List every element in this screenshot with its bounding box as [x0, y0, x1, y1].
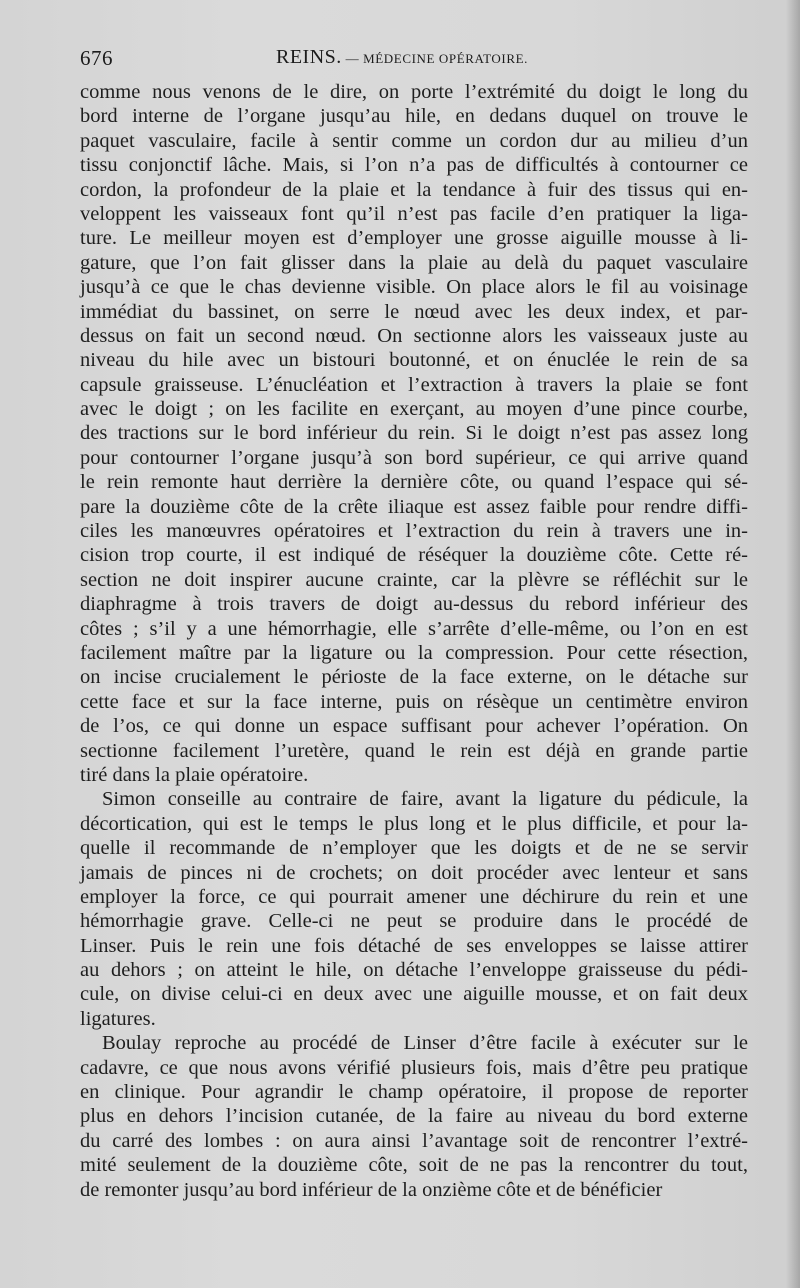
text-line: de l’os, ce qui donne un espace suffisant pour achever l’opération. On: [80, 715, 748, 738]
text-line: jamais de pinces ni de crochets; on doit procéder avec lenteur et sans: [80, 861, 748, 884]
text-line: pour contourner l’organe jusqu’à son bord supérieur, ce qui arrive quand: [80, 446, 748, 469]
text-line: cision trop courte, il est indiqué de réséquer la douzième côte. Cette ré-: [80, 544, 748, 567]
text-line: comme nous venons de le dire, on porte l’extrémité du doigt le long du: [80, 81, 748, 103]
text-line: ligatures.: [80, 1007, 156, 1030]
page-header: [80, 46, 748, 72]
text-line: tiré dans la plaie opératoire.: [80, 763, 309, 786]
text-line: en clinique. Pour agrandir le champ opératoire, il propose de reporter: [80, 1081, 748, 1104]
text-line: pare la douzième côte de la crête iliaque est assez faible pour rendre diffi-: [80, 495, 748, 518]
text-line: jusqu’à ce que le chas devienne visible. On place alors le fil au voisinage: [80, 276, 748, 299]
page-edge-shadow: [786, 0, 800, 1288]
text-line: employer la force, ce qui pourrait amener une déchirure du rein et une: [80, 885, 748, 908]
text-line: cordon, la profondeur de la plaie et la tendance à fuir des tissus qui en-: [80, 178, 748, 201]
text-line: sectionne facilement l’uretère, quand le rein est déjà en grande partie: [80, 739, 748, 762]
running-head-separator: —: [341, 51, 364, 66]
paragraph: [80, 1031, 748, 1202]
text-line: du carré des lombes : on aura ainsi l’avantage soit de rencontrer l’extré-: [80, 1129, 748, 1152]
text-line: tissu conjonctif lâche. Mais, si l’on n’a pas de difficultés à contourner ce: [80, 154, 748, 177]
text-line: capsule graisseuse. L’énucléation et l’extraction à travers la plaie se font: [80, 373, 748, 396]
text-line: ciles les manœuvres opératoires et l’extraction du rein à travers une in-: [80, 520, 748, 543]
running-head: [276, 46, 528, 69]
page-number: 676: [80, 46, 113, 70]
text-line: des tractions sur le bord inférieur du rein. Si le doigt n’est pas assez long: [80, 422, 748, 445]
text-line: au dehors ; on atteint le hile, on détache l’enveloppe graisseuse du pédi-: [80, 959, 748, 982]
text-line: côtes ; s’il y a une hémorrhagie, elle s’arrête d’elle-même, ou l’on en est: [80, 617, 748, 640]
text-line: veloppent les vaisseaux font qu’il n’est pas facile d’en pratiquer la liga-: [80, 202, 748, 225]
text-line: immédiat du bassinet, on serre le nœud avec les deux index, et par-: [80, 300, 748, 323]
text-line: plus en dehors l’incision cutanée, de la faire au niveau du bord externe: [80, 1105, 748, 1128]
text-line: cette face et sur la face interne, puis on résèque un centimètre environ: [80, 690, 748, 713]
text-line: section ne doit inspirer aucune crainte, car la plèvre se réfléchit sur le: [80, 568, 748, 591]
text-line: gature, que l’on fait glisser dans la plaie au delà du paquet vasculaire: [80, 251, 748, 274]
paragraph: [80, 80, 748, 787]
text-line: diaphragme à trois travers de doigt au-dessus du rebord inférieur des: [80, 593, 748, 616]
text-line: cadavre, ce que nous avons vérifié plusieurs fois, mais d’être peu pratique: [80, 1056, 748, 1079]
text-line: quelle il recommande de n’employer que les doigts et de ne se servir: [80, 837, 748, 860]
text-line: facilement maître par la ligature ou la compression. Pour cette résection,: [80, 641, 748, 664]
text-line: Boulay reproche au procédé de Linser d’être facile à exécuter sur le: [102, 1032, 748, 1055]
running-head-title: REINS.: [276, 46, 342, 68]
text-line: ture. Le meilleur moyen est d’employer une grosse aiguille mousse à li-: [80, 227, 748, 250]
running-head-subtitle: MÉDECINE OPÉRATOIRE.: [363, 51, 528, 66]
text-line: mité seulement de la douzième côte, soit de ne pas la rencontrer du tout,: [80, 1154, 748, 1177]
text-line: le rein remonte haut derrière la dernière côte, ou quand l’espace qui sé-: [80, 471, 748, 494]
text-line: hémorrhagie grave. Celle-ci ne peut se produire dans le procédé de: [80, 910, 748, 933]
text-line: niveau du hile avec un bistouri boutonné, et on énuclée le rein de sa: [80, 349, 748, 372]
text-line: de remonter jusqu’au bord inférieur de la onzième côte et de bénéficier: [80, 1178, 663, 1201]
text-line: Simon conseille au contraire de faire, avant la ligature du pédicule, la: [102, 788, 748, 811]
text-line: Linser. Puis le rein une fois détaché de ses enveloppes se laisse attirer: [80, 934, 748, 957]
text-line: cule, on divise celui-ci en deux avec une aiguille mousse, et on fait deux: [80, 983, 748, 1006]
text-line: décortication, qui est le temps le plus long et le plus difficile, et pour la-: [80, 812, 748, 835]
paragraph: [80, 787, 748, 1031]
body-text: [80, 80, 748, 1202]
text-line: on incise crucialement le périoste de la face externe, on le détache sur: [80, 666, 748, 689]
text-line: paquet vasculaire, facile à sentir comme un cordon dur au milieu d’un: [80, 129, 748, 152]
text-line: avec le doigt ; on les facilite en exerçant, au moyen d’une pince courbe,: [80, 398, 748, 421]
text-line: dessus on fait un second nœud. On sectionne alors les vaisseaux juste au: [80, 324, 748, 347]
text-line: bord interne de l’organe jusqu’au hile, en dedans duquel on trouve le: [80, 105, 748, 128]
